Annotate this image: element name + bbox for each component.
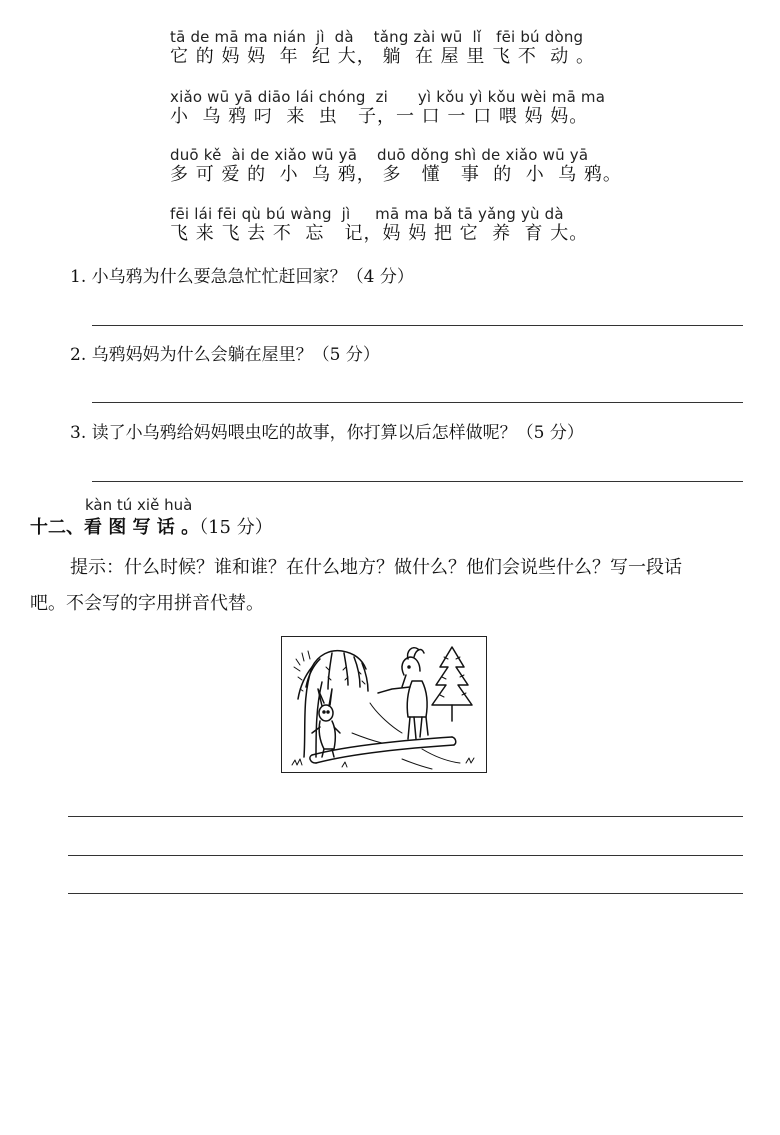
writing-line-1[interactable] — [68, 816, 743, 817]
poem-hanzi: 飞 来 飞 去 不 忘 记，妈 妈 把 它 养 育 大。 — [170, 223, 589, 244]
prompt-line-2: 吧。不会写的字用拼音代替。 — [30, 593, 264, 614]
section-title-pinyin: kàn tú xiě huà — [85, 496, 193, 514]
poem-hanzi: 小 乌 鸦 叼 来 虫 子，一 口 一 口 喂 妈 妈。 — [170, 106, 589, 127]
question-1: 1. 小乌鸦为什么要急急忙忙赶回家？（4 分） — [70, 267, 414, 287]
prompt-line-1: 提示：什么时候？谁和谁？在什么地方？做什么？他们会说些什么？写一段话 — [70, 557, 682, 578]
poem-line-2 — [170, 88, 620, 128]
question-2: 2. 乌鸦妈妈为什么会躺在屋里？（5 分） — [70, 345, 380, 365]
poem-pinyin: tā de mā ma nián jì dà tǎng zài wū lǐ fēi bú dòng — [170, 28, 584, 46]
section-title-text: 看 图 写 话 。 — [84, 517, 200, 538]
answer-line-q1[interactable] — [92, 325, 743, 326]
story-picture — [281, 636, 487, 773]
poem-hanzi: 它 的 妈 妈 年 纪 大， 躺 在 屋 里 飞 不 动 。 — [170, 46, 595, 67]
writing-line-3[interactable] — [68, 893, 743, 894]
answer-line-q3[interactable] — [92, 481, 743, 482]
poem-pinyin: fēi lái fēi qù bú wàng jì mā ma bǎ tā yǎng yù dà — [170, 205, 564, 223]
writing-prompt — [30, 550, 750, 622]
section-score: （15 分） — [199, 517, 273, 538]
poem-hanzi: 多 可 爱 的 小 乌 鸦， 多 懂 事 的 小 乌 鸦。 — [170, 164, 622, 185]
poem-line-3 — [170, 146, 620, 186]
section-title — [30, 516, 273, 540]
poem-pinyin: duō kě ài de xiǎo wū yā duō dǒng shì de xiǎo wū yā — [170, 146, 589, 164]
poem-line-1 — [170, 28, 620, 68]
answer-line-q2[interactable] — [92, 402, 743, 403]
writing-line-2[interactable] — [68, 855, 743, 856]
rabbit-goat-illustration-icon — [282, 637, 485, 771]
section-number: 十二、 — [30, 517, 84, 538]
question-3: 3. 读了小乌鸦给妈妈喂虫吃的故事，你打算以后怎样做呢？（5 分） — [70, 423, 584, 443]
poem-pinyin: xiǎo wū yā diāo lái chóng zi yì kǒu yì kǒu wèi mā ma — [170, 88, 606, 106]
poem-line-4 — [170, 205, 620, 245]
